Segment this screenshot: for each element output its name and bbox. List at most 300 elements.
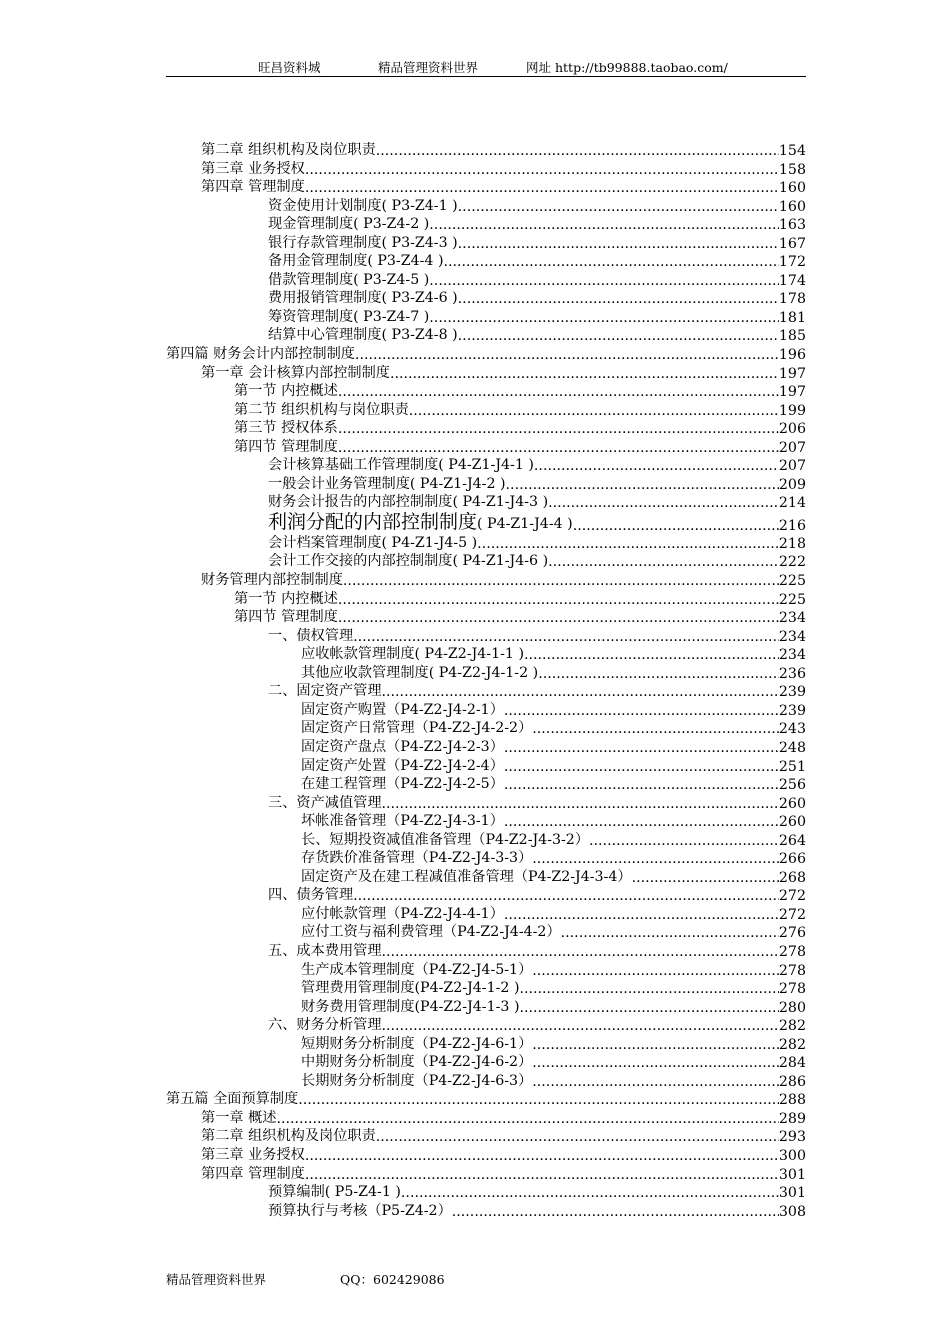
toc-entry-line	[268, 475, 806, 493]
toc-entry-line	[268, 942, 806, 960]
toc-page-number: 301	[778, 1185, 806, 1202]
toc-entry-title: 第三章 业务授权	[201, 160, 305, 177]
toc-page-number: 272	[778, 888, 806, 905]
toc-entry[interactable]	[0, 534, 950, 553]
toc-page-number: 178	[778, 291, 806, 308]
toc-entry-title: 存货跌价准备管理（P4-Z2-J4-3-3）	[301, 850, 533, 867]
toc-entry[interactable]	[0, 512, 950, 534]
toc-entry-line	[301, 831, 806, 849]
toc-entry[interactable]	[0, 1202, 950, 1221]
toc-entry[interactable]	[0, 979, 950, 998]
toc-page-number: 196	[778, 347, 806, 364]
toc-entry[interactable]	[0, 1072, 950, 1091]
toc-entry[interactable]	[0, 308, 950, 327]
toc-entry-line	[268, 289, 806, 307]
toc-entry[interactable]	[0, 271, 950, 290]
toc-page-number: 239	[778, 684, 806, 701]
toc-entry-title: 会计档案管理制度( P4-Z1-J4-5 )	[268, 534, 478, 551]
toc-page-number: 293	[778, 1129, 806, 1146]
toc-entry-title: 第四章 管理制度	[201, 179, 305, 196]
toc-leader-dots	[376, 1129, 779, 1145]
toc-leader-dots	[532, 1037, 779, 1053]
toc-page-number: 181	[778, 309, 806, 326]
toc-entry-title: 结算中心管理制度( P3-Z4-8 )	[268, 327, 458, 344]
toc-leader-dots	[504, 703, 779, 719]
toc-leader-dots	[504, 740, 779, 756]
toc-entry-title: 资金使用计划制度( P3-Z4-1 )	[268, 197, 458, 214]
toc-entry[interactable]	[0, 1090, 950, 1109]
toc-leader-dots	[532, 1055, 779, 1071]
toc-leader-dots	[338, 610, 779, 626]
toc-page-number: 197	[778, 384, 806, 401]
page-footer	[166, 1270, 445, 1288]
toc-leader-dots	[443, 254, 778, 270]
toc-entry[interactable]	[0, 794, 950, 813]
toc-leader-dots	[401, 1185, 779, 1201]
toc-page-number: 301	[778, 1166, 806, 1183]
toc-entry[interactable]	[0, 738, 950, 757]
toc-page-number: 216	[778, 517, 806, 534]
toc-entry[interactable]	[0, 645, 950, 664]
toc-page-number: 280	[778, 999, 806, 1016]
toc-leader-dots	[477, 536, 779, 552]
toc-page-number: 256	[778, 777, 806, 794]
toc-page-number: 289	[778, 1110, 806, 1127]
toc-leader-dots	[452, 1204, 779, 1220]
toc-leader-dots	[519, 981, 778, 997]
toc-leader-dots	[532, 1074, 779, 1090]
toc-page-number: 268	[778, 869, 806, 886]
toc-leader-dots	[534, 458, 779, 474]
toc-entry-line	[201, 1165, 806, 1183]
header-site-name: 旺昌资料城	[258, 60, 321, 75]
toc-entry[interactable]	[0, 456, 950, 475]
toc-entry[interactable]	[0, 719, 950, 738]
toc-entry[interactable]	[0, 961, 950, 980]
toc-entry[interactable]	[0, 849, 950, 868]
toc-entry-line	[201, 571, 806, 589]
toc-entry-title: 第四篇 财务会计内部控制制度	[166, 346, 355, 363]
toc-leader-dots	[353, 629, 779, 645]
toc-entry-line	[301, 849, 806, 867]
toc-leader-dots	[409, 403, 779, 419]
toc-entry-title: 生产成本管理制度（P4-Z2-J4-5-1）	[301, 961, 533, 978]
toc-entry[interactable]	[0, 590, 950, 609]
toc-page-number: 167	[778, 235, 806, 252]
toc-leader-dots	[429, 217, 779, 233]
toc-leader-dots	[390, 366, 779, 382]
toc-entry-line	[268, 215, 806, 233]
toc-entry-title: 第五篇 全面预算制度	[166, 1091, 299, 1108]
toc-leader-dots	[504, 907, 779, 923]
toc-page-number: 276	[778, 925, 806, 942]
toc-entry-title: 固定资产盘点（P4-Z2-J4-2-3）	[301, 738, 504, 755]
toc-entry-line	[268, 1183, 806, 1201]
toc-entry[interactable]	[0, 552, 950, 571]
toc-leader-dots	[504, 777, 779, 793]
toc-entry-line	[268, 197, 806, 215]
toc-entry-line	[201, 178, 806, 196]
toc-entry[interactable]	[0, 178, 950, 197]
toc-entry-title: 管理费用管理制度(P4-Z2-J4-1-2 )	[301, 980, 520, 997]
toc-entry-title: 财务会计报告的内部控制制度( P4-Z1-J4-3 )	[268, 494, 549, 511]
toc-entry-title: 第二章 组织机构及岗位职责	[201, 1128, 376, 1145]
toc-leader-dots	[382, 944, 779, 960]
toc-entry-line	[301, 998, 806, 1016]
toc-entry-line	[301, 664, 806, 682]
toc-leader-dots	[382, 1018, 779, 1034]
toc-entry-line	[234, 608, 806, 626]
toc-entry-title: 固定资产及在建工程减值准备管理（P4-Z2-J4-3-4）	[301, 868, 632, 885]
toc-entry-title: 费用报销管理制度( P3-Z4-6 )	[268, 290, 458, 307]
toc-entry[interactable]	[0, 345, 950, 364]
toc-page-number: 163	[778, 217, 806, 234]
toc-page-number: 251	[778, 758, 806, 775]
toc-leader-dots	[305, 1167, 779, 1183]
toc-leader-dots	[382, 684, 779, 700]
toc-page-number: 278	[778, 981, 806, 998]
toc-entry-title: 借款管理制度( P3-Z4-5 )	[268, 271, 430, 288]
toc-page-number: 207	[778, 458, 806, 475]
toc-entry-title: 五、成本费用管理	[268, 942, 382, 959]
toc-entry[interactable]	[0, 682, 950, 701]
toc-entry[interactable]	[0, 160, 950, 179]
toc-entry-title: 银行存款管理制度( P3-Z4-3 )	[268, 234, 458, 251]
toc-entry[interactable]	[0, 252, 950, 271]
page-header	[166, 56, 806, 77]
toc-entry[interactable]	[0, 364, 950, 383]
toc-page-number: 172	[778, 254, 806, 271]
toc-entry[interactable]	[0, 701, 950, 720]
toc-leader-dots	[429, 310, 779, 326]
toc-entry-line	[201, 1127, 806, 1145]
toc-entry-line	[301, 757, 806, 775]
toc-entry-title: 固定资产日常管理（P4-Z2-J4-2-2）	[301, 720, 533, 737]
toc-entry-title: 其他应收款管理制度( P4-Z2-J4-1-2 )	[301, 664, 539, 681]
toc-entry-title: 坏帐准备管理（P4-Z2-J4-3-1）	[301, 813, 504, 830]
toc-entry-line	[268, 886, 806, 904]
toc-entry-title: 一般会计业务管理制度( P4-Z1-J4-2 )	[268, 475, 506, 492]
toc-entry-title: 现金管理制度( P3-Z4-2 )	[268, 216, 430, 233]
toc-leader-dots	[305, 162, 779, 178]
toc-page-number: 300	[778, 1147, 806, 1164]
toc-entry[interactable]	[0, 289, 950, 308]
toc-leader-dots	[353, 888, 779, 904]
toc-entry-title: 四、债务管理	[268, 887, 354, 904]
header-slogan: 精品管理资料世界	[378, 60, 479, 75]
toc-leader-dots	[532, 851, 779, 867]
toc-leader-dots	[343, 573, 779, 589]
toc-entry-title: 应付工资与福利费管理（P4-Z2-J4-4-2）	[301, 924, 561, 941]
toc-page-number: 197	[778, 365, 806, 382]
toc-entry-title: 第四节 管理制度	[234, 438, 338, 455]
toc-entry-title: 固定资产购置（P4-Z2-J4-2-1）	[301, 701, 504, 718]
toc-entry[interactable]	[0, 1053, 950, 1072]
footer-slogan: 精品管理资料世界	[166, 1272, 267, 1287]
toc-entry-line	[301, 719, 806, 737]
toc-entry-line	[234, 382, 806, 400]
toc-page-number: 225	[778, 591, 806, 608]
toc-page-number: 174	[778, 272, 806, 289]
toc-entry-title: 第三节 授权体系	[234, 420, 338, 437]
toc-entry-line	[166, 345, 806, 363]
toc-entry[interactable]	[0, 475, 950, 494]
toc-entry-line	[268, 308, 806, 326]
toc-page-number: 218	[778, 535, 806, 552]
toc-entry-line	[268, 627, 806, 645]
toc-entry-line	[201, 364, 806, 382]
toc-entry-title: 短期财务分析制度（P4-Z2-J4-6-1）	[301, 1035, 533, 1052]
toc-page-number: 185	[778, 328, 806, 345]
toc-entry-line	[166, 1090, 806, 1108]
toc-entry-title: 财务管理内部控制制度	[201, 572, 343, 589]
table-of-contents	[0, 141, 950, 1220]
header-url: 网址 http://tb99888.taobao.com/	[526, 60, 728, 75]
toc-entry-title: 会计核算基础工作管理制度( P4-Z1-J4-1 )	[268, 457, 534, 474]
toc-entry-title: 备用金管理制度( P3-Z4-4 )	[268, 253, 444, 270]
toc-page-number: 158	[778, 161, 806, 178]
toc-leader-dots	[532, 721, 779, 737]
toc-entry-line	[268, 1016, 806, 1034]
toc-entry-title: 财务费用管理制度(P4-Z2-J4-1-3 )	[301, 998, 520, 1015]
toc-leader-dots	[561, 925, 779, 941]
toc-page-number: 225	[778, 573, 806, 590]
toc-entry[interactable]	[0, 197, 950, 216]
toc-page-number: 248	[778, 739, 806, 756]
toc-leader-dots	[458, 199, 779, 215]
toc-page-number: 282	[778, 1018, 806, 1035]
toc-entry-line	[201, 160, 806, 178]
toc-page-number: 308	[778, 1203, 806, 1220]
toc-entry[interactable]	[0, 401, 950, 420]
toc-entry-title: 应收帐款管理制度( P4-Z2-J4-1-1 )	[301, 646, 524, 663]
toc-entry[interactable]	[0, 1165, 950, 1184]
toc-entry-line	[234, 419, 806, 437]
toc-leader-dots	[276, 1111, 778, 1127]
toc-entry-title: 第四节 管理制度	[234, 609, 338, 626]
toc-entry[interactable]	[0, 438, 950, 457]
toc-entry[interactable]	[0, 1035, 950, 1054]
toc-page-number: 234	[778, 647, 806, 664]
toc-entry[interactable]	[0, 757, 950, 776]
toc-entry-title: 长期财务分析制度（P4-Z2-J4-6-3）	[301, 1072, 533, 1089]
toc-entry[interactable]	[0, 419, 950, 438]
toc-entry-title: 第一节 内控概述	[234, 590, 338, 607]
toc-entry-title: 第三章 业务授权	[201, 1146, 305, 1163]
toc-leader-dots	[338, 384, 779, 400]
toc-entry[interactable]	[0, 886, 950, 905]
toc-leader-dots	[458, 328, 779, 344]
toc-leader-dots	[538, 666, 779, 682]
toc-entry-line	[301, 1053, 806, 1071]
toc-entry-title: 会计工作交接的内部控制制度( P4-Z1-J4-6 )	[268, 553, 549, 570]
toc-entry-line	[268, 271, 806, 289]
toc-entry[interactable]	[0, 998, 950, 1017]
toc-leader-dots	[548, 495, 779, 511]
toc-entry-line	[301, 645, 806, 663]
toc-entry[interactable]	[0, 1109, 950, 1128]
toc-leader-dots	[458, 236, 779, 252]
toc-entry-line	[268, 493, 806, 511]
toc-entry[interactable]	[0, 1183, 950, 1202]
toc-entry-line	[301, 979, 806, 997]
toc-entry-title: 长、短期投资减值准备管理（P4-Z2-J4-3-2）	[301, 831, 590, 848]
toc-entry-line	[301, 1035, 806, 1053]
toc-entry[interactable]	[0, 905, 950, 924]
toc-entry[interactable]	[0, 775, 950, 794]
toc-entry[interactable]	[0, 942, 950, 961]
toc-page-number: 282	[778, 1036, 806, 1053]
toc-entry-line	[268, 234, 806, 252]
toc-entry[interactable]	[0, 664, 950, 683]
toc-entry-line	[234, 401, 806, 419]
toc-entry-line	[234, 438, 806, 456]
toc-leader-dots	[504, 814, 779, 830]
toc-leader-dots	[298, 1092, 779, 1108]
toc-page-number: 199	[778, 402, 806, 419]
toc-leader-dots	[382, 796, 779, 812]
toc-entry-line	[234, 590, 806, 608]
toc-page-number: 272	[778, 906, 806, 923]
toc-page-number: 288	[778, 1092, 806, 1109]
toc-entry-title: 第一节 内控概述	[234, 383, 338, 400]
toc-entry-line	[268, 326, 806, 344]
toc-entry-line	[268, 512, 806, 534]
toc-entry[interactable]	[0, 234, 950, 253]
toc-entry-line	[268, 794, 806, 812]
toc-leader-dots	[532, 963, 779, 979]
toc-entry-title: 第一章 概述	[201, 1109, 277, 1126]
toc-leader-dots	[519, 1000, 778, 1016]
toc-entry-line	[301, 1072, 806, 1090]
toc-page-number: 209	[778, 476, 806, 493]
toc-leader-dots	[548, 554, 779, 570]
toc-page-number: 234	[778, 628, 806, 645]
toc-page-number: 278	[778, 943, 806, 960]
toc-entry-title: 预算编制( P5-Z4-1 )	[268, 1184, 401, 1201]
toc-entry[interactable]	[0, 326, 950, 345]
toc-entry[interactable]	[0, 1146, 950, 1165]
toc-entry-title: 应付帐款管理（P4-Z2-J4-4-1）	[301, 905, 504, 922]
toc-entry-line	[301, 775, 806, 793]
toc-page-number: 214	[778, 495, 806, 512]
toc-entry[interactable]	[0, 627, 950, 646]
toc-entry-title: 第一章 会计核算内部控制制度	[201, 364, 390, 381]
toc-entry-title: 预算执行与考核（P5-Z4-2）	[268, 1202, 452, 1219]
toc-page-number: 286	[778, 1073, 806, 1090]
toc-page-number: 239	[778, 702, 806, 719]
toc-entry-title: 三、资产减值管理	[268, 794, 382, 811]
toc-entry[interactable]	[0, 141, 950, 160]
toc-entry-title: 在建工程管理（P4-Z2-J4-2-5）	[301, 776, 504, 793]
toc-page-number: 236	[778, 665, 806, 682]
toc-entry-title: 筹资管理制度( P3-Z4-7 )	[268, 308, 430, 325]
toc-leader-dots	[458, 291, 779, 307]
toc-entry-title: 六、财务分析管理	[268, 1017, 382, 1034]
toc-entry[interactable]	[0, 493, 950, 512]
toc-leader-dots	[338, 440, 779, 456]
toc-leader-dots	[506, 477, 779, 493]
toc-entry-title: 固定资产处置（P4-Z2-J4-2-4）	[301, 757, 504, 774]
toc-page-number: 260	[778, 795, 806, 812]
toc-entry-line	[201, 1109, 806, 1127]
toc-leader-dots	[305, 1148, 779, 1164]
toc-page-number: 207	[778, 439, 806, 456]
toc-page-number: 260	[778, 814, 806, 831]
toc-entry-line	[268, 534, 806, 552]
footer-qq: QQ：602429086	[340, 1272, 445, 1287]
toc-page-number: 264	[778, 832, 806, 849]
toc-entry-line	[301, 961, 806, 979]
toc-leader-dots	[338, 592, 779, 608]
toc-entry[interactable]	[0, 868, 950, 887]
toc-entry-title: 第四章 管理制度	[201, 1165, 305, 1182]
toc-page-number: 222	[778, 554, 806, 571]
toc-leader-dots	[355, 347, 779, 363]
toc-leader-dots	[573, 518, 779, 534]
toc-entry-line	[201, 141, 806, 159]
toc-leader-dots	[429, 273, 779, 289]
toc-entry[interactable]	[0, 812, 950, 831]
toc-entry[interactable]	[0, 382, 950, 401]
toc-page-number: 266	[778, 851, 806, 868]
toc-entry-line	[201, 1146, 806, 1164]
toc-leader-dots	[632, 870, 779, 886]
toc-entry-title: 一、债权管理	[268, 627, 354, 644]
toc-page-number: 234	[778, 610, 806, 627]
toc-page-number: 284	[778, 1055, 806, 1072]
toc-leader-dots	[305, 180, 779, 196]
toc-entry-title: 第二章 组织机构及岗位职责	[201, 142, 376, 158]
toc-entry-title	[268, 512, 573, 534]
toc-entry-line	[268, 1202, 806, 1220]
toc-entry-line	[301, 738, 806, 756]
toc-entry[interactable]	[0, 831, 950, 850]
toc-entry-title: 第二节 组织机构与岗位职责	[234, 401, 409, 418]
toc-page-number: 154	[778, 143, 806, 159]
toc-entry-title-code: ( P4-Z1-J4-4 )	[477, 515, 573, 532]
toc-entry[interactable]	[0, 1127, 950, 1146]
toc-page-number: 160	[778, 180, 806, 197]
toc-page-number: 243	[778, 721, 806, 738]
toc-entry[interactable]	[0, 923, 950, 942]
toc-entry-line	[301, 701, 806, 719]
toc-entry[interactable]	[0, 1016, 950, 1035]
toc-leader-dots	[338, 421, 779, 437]
toc-entry-line	[268, 682, 806, 700]
toc-entry-line	[268, 456, 806, 474]
toc-entry[interactable]	[0, 571, 950, 590]
toc-entry-line	[301, 923, 806, 941]
toc-page-number: 206	[778, 421, 806, 438]
toc-entry-title: 二、固定资产管理	[268, 683, 382, 700]
toc-entry-line	[301, 868, 806, 886]
toc-page-number: 160	[778, 198, 806, 215]
toc-page-number: 278	[778, 962, 806, 979]
toc-entry-title: 中期财务分析制度（P4-Z2-J4-6-2）	[301, 1054, 533, 1071]
toc-entry-line	[301, 905, 806, 923]
toc-leader-dots	[524, 647, 779, 663]
toc-leader-dots	[376, 143, 779, 159]
toc-leader-dots	[589, 833, 779, 849]
toc-entry-line	[268, 252, 806, 270]
toc-entry-title-main: 利润分配的内部控制制度	[268, 511, 478, 533]
toc-entry[interactable]	[0, 215, 950, 234]
toc-entry-line	[268, 552, 806, 570]
toc-leader-dots	[504, 759, 779, 775]
toc-entry-line	[301, 812, 806, 830]
toc-entry[interactable]	[0, 608, 950, 627]
